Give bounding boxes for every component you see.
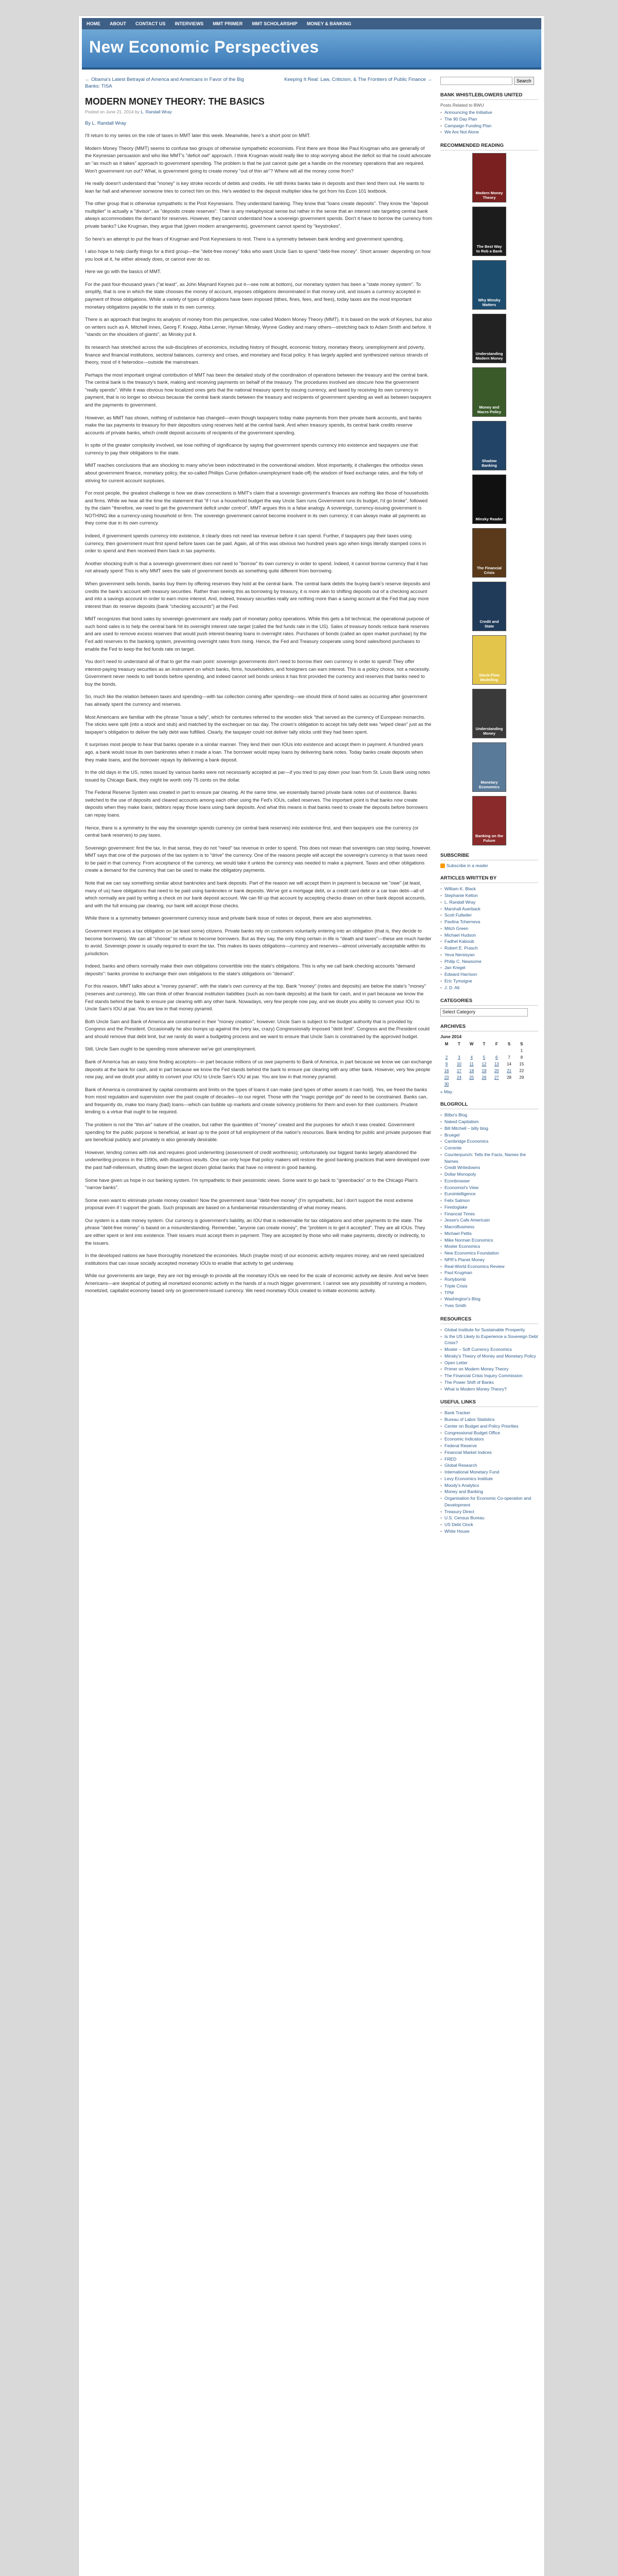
calendar-day: 22	[519, 1069, 524, 1074]
sidebar-link[interactable]: • FRED	[440, 1456, 538, 1463]
nav-item[interactable]: ABOUT	[110, 21, 126, 26]
calendar-day[interactable]: 30	[444, 1082, 449, 1087]
calendar-day[interactable]: 3	[458, 1055, 460, 1060]
sidebar-link[interactable]: • Cambridge Economics	[440, 1138, 538, 1145]
sidebar-link[interactable]: • Mosler – Soft Currency Economics	[440, 1346, 538, 1353]
sidebar-link[interactable]: • Real-World Economics Review	[440, 1263, 538, 1270]
archive-calendar	[440, 1034, 528, 1088]
sidebar-link[interactable]: • Global Research	[440, 1462, 538, 1469]
site-banner[interactable]	[82, 29, 541, 70]
calendar-day[interactable]: 25	[469, 1075, 474, 1080]
sidebar-link[interactable]: • Felix Salmon	[440, 1197, 538, 1204]
sidebar-link[interactable]: • Mosler Economics	[440, 1243, 538, 1250]
post-paragraph: The other group that is otherwise sympathetic is the Post Keynesians. They understand banking. They know that "loans create deposits". They know the "deposit multiplier" is actually a "divisor", as "deposits create reserves". Their is any metaphysical sense but rather in the sense that an interest rate targeting central bank always accommodates the demand for reserves. However, they cannot understand how a sovereign government spends. Don't it have to borrow the currency from private banks? Like Krugman, they argue that (given modern arrangements), government cannot spend by "keystrokes".	[85, 200, 433, 229]
sidebar-link[interactable]: • William K. Black	[440, 886, 538, 892]
calendar-day[interactable]: 11	[469, 1062, 474, 1067]
calendar-day	[503, 1081, 515, 1088]
author-line	[85, 120, 432, 127]
calendar-day[interactable]: 19	[482, 1069, 487, 1074]
calendar-day: 1	[520, 1048, 523, 1054]
post-title: MODERN MONEY THEORY: THE BASICS	[85, 96, 265, 107]
calendar-day	[478, 1081, 490, 1088]
calendar-day[interactable]: 9	[445, 1062, 448, 1067]
post-paragraph: Indeed, banks and others normally make their own obligations convertible into the state's obligations. This is why we call bank checking accounts "demand deposits": banks promise to exchange their own obligations to the state's obligations on "demand".	[85, 963, 415, 976]
post-paragraph: So here's an attempt to put the fears of Krugman and Post Keynesians to rest. There is a symmetry between bank lending and government spending.	[85, 235, 404, 242]
calendar-day	[453, 1047, 465, 1054]
sidebar-link[interactable]: • New Economics Foundation	[440, 1250, 538, 1257]
post-paragraph: Still, Uncle Sam ought to be spending more whenever we've got unemployment.	[85, 1046, 256, 1052]
post-content	[85, 120, 432, 1295]
sidebar-link[interactable]: • Paul Krugman	[440, 1269, 538, 1276]
sidebar-link[interactable]: • MacroBusiness	[440, 1224, 538, 1230]
sidebar-link[interactable]: • We Are Not Alone	[440, 129, 538, 135]
post-paragraph: When government sells bonds, banks buy them by offering reserves they hold at the central bank. The central bank debits the buying bank's reserve deposits and credits the bank's account with treasury securities. Rather than seeing this as borrowing by treasury, it is more akin to shifting deposits out of a checking account and into a savings account in order to earn more interest. And, indeed, treasury securities really are nothing more than a saving account at the Fed that pay more interest than do reserve deposits (bank "checking accounts") at the Fed.	[85, 580, 431, 609]
book-cover[interactable]: Minsky Reader	[472, 474, 506, 524]
widget-title: BLOGROLL	[440, 1101, 538, 1109]
category-select[interactable]: Select Category	[440, 1008, 528, 1016]
sidebar-link[interactable]: • Fadhel Kaboub	[440, 938, 538, 945]
calendar-weekday: F	[495, 1042, 498, 1047]
sidebar-link[interactable]: • Bill Mitchell – billy blog	[440, 1125, 538, 1132]
calendar-day	[440, 1047, 453, 1054]
post-paragraph: Government imposes a tax obligation on (at least some) citizens. Private banks rely on customers voluntarily entering into an obligation (that is, they decide to become borrowers). We can all "choose" to refuse to become borrowers. But as they say, the only thing certain in life is "death and taxes"—these are much harder to avoid. Sovereign power is usually required to exert the tax. This makes its taxes obligations—currency and reserves—almost universally acceptable within its jurisdiction.	[85, 927, 432, 956]
post-paragraph: Both Uncle Sam and Bank of America are constrained in their "money creation", however. Uncle Sam is subject to the budget authority that is provided by Congress and the President. Occasionally he also bumps up against the (very lax, crazy) Congressionally imposed "debt limit". Congress and the President could and should remove that debt limit, but we rarely do want a budgeting process and we want to ensure that Uncle Sam is constrained by the approved budget.	[85, 1018, 430, 1039]
calendar-day[interactable]: 12	[482, 1062, 487, 1067]
post-paragraph: So, much like the relation between taxes and spending—with tax collection coming after spending—we should think of bond sales as occurring after government has already spent the currency and reserves.	[85, 693, 427, 707]
calendar-day	[516, 1081, 528, 1088]
sidebar-link[interactable]: • Washington's Blog	[440, 1296, 538, 1302]
calendar-day[interactable]: 2	[445, 1055, 448, 1060]
book-cover[interactable]: Shadow Banking	[472, 421, 506, 470]
post-paragraph: Hence, there is a symmetry to the way the sovereign spends currency (or central bank reserves) into existence first, and then taxpayers use the currency (or central bank reserves) to pay taxes.	[85, 824, 419, 838]
subscribe-widget	[440, 853, 538, 868]
sidebar-link[interactable]: • Primer on Modern Money Theory	[440, 1366, 538, 1372]
subscribe-link[interactable]	[440, 863, 538, 868]
sidebar-link[interactable]: • U.S. Census Bureau	[440, 1515, 538, 1521]
post-paragraph: For most people, the greatest challenge is how we draw connections is MMT's claim that a sovereign government's finances are nothing like those of households and firms. While we hear all the time the statement that "if I run a household budget the way Uncle Sam runs Government runs its budget, I'd go broke", followed by the claim "therefore, we need to get the government deficit under control", MMT argues this is a false analogy. A sovereign, currency-issuing government is NOTHING like a currency-using household or firm. The sovereign government cannot become insolvent in its own currency; it can always make all payments as they come due in its own currency.	[85, 490, 428, 526]
calendar-weekday: S	[507, 1042, 511, 1047]
post-paragraph: Our system is a state money system. Our currency is government's liability, an IOU that is redeemable for tax obligations and other payments to the state. The phrase "debt-free money" is based on a misunderstanding. Remember, "anyone can create money", the "problem is to get it accepted". They are all IOUs. They are either spent or lent into existence. Their issuers must accept them in payment. They are accepted by those who will make payments, directly or indirectly, to the issuers.	[85, 1217, 425, 1246]
post-paragraph: You don't need to understand all of that to get the main point: sovereign governments don't need to borrow their own currency in order to spend! They offer interest-paying treasury securities as an instrument on which banks, firms, householders, and foreigners can earn interest. This is a policy choice, not a necessity. Government never needs to sell bonds before spending, and indeed cannot sell bonds unless it has first provided the currency and reserves that banks need to buy the bonds.	[85, 658, 430, 687]
widget-title: RESOURCES	[440, 1316, 538, 1324]
calendar-weekday: S	[520, 1042, 523, 1047]
widget-subtitle: Posts Related to BWU	[440, 103, 484, 108]
post-paragraph: In the developed nations we have thoroughly monetized the economies. Much (maybe most) of our economic activity requires money, and we need specialized institutions that can issue socially accepted monetary IOUs to enable that activity to get underway.	[85, 1252, 424, 1266]
post-paragraph: For the past four-thousand years ("at least", as John Maynard Keynes put it—see note at bottom), our monetary system has been a "state money system". To simplify, that is one in which the state chooses the money of account, imposes obligations denominated in that money unit, and issues a currency accepted in payment of those obligations. While a variety of types of obligations have been imposed (tithes, fines, fees, and fees), today taxes are the most important monetary obligations payable to the state in its own currency.	[85, 281, 421, 310]
site-title[interactable]: New Economic Perspectives	[89, 38, 319, 56]
calendar-prev-link[interactable]: « May	[440, 1089, 453, 1095]
sidebar-link[interactable]: • Bruegel	[440, 1132, 538, 1139]
book-cover[interactable]: Monetary Economics	[472, 742, 506, 792]
post-paragraph: Another shocking truth is that a sovereign government does not need to "borrow" its own currency in order to spend. Indeed, it cannot borrow currency that it has not already spent! This is why MMT sees the sale of government bonds as something quite different from borrowing.	[85, 560, 428, 574]
post-paragraph: It surprises most people to hear that banks operate in a similar manner. They lend their own IOUs into existence and accept them in payment. A hundred years ago, a bank would issue its own banknotes when it made a loan. The borrower would repay loans by delivering bank notes. Today banks create deposits when they make loans, and the borrower repays by delivering a bank deposit.	[85, 741, 423, 762]
search-input[interactable]	[440, 77, 512, 85]
sidebar-link[interactable]: • Global Institute for Sustainable Prosperity	[440, 1327, 538, 1333]
sidebar-link[interactable]: • Mitch Green	[440, 925, 538, 932]
rss-icon	[440, 863, 445, 868]
sidebar-link[interactable]: • Dollar Monopoly	[440, 1171, 538, 1178]
sidebar-link[interactable]: • Firedoglake	[440, 1204, 538, 1211]
sidebar-link[interactable]: • Counterpunch: Tells the Facts, Names the Names	[440, 1151, 538, 1165]
calendar-day[interactable]: 23	[444, 1075, 449, 1080]
calendar-day: 28	[507, 1075, 511, 1080]
sidebar-link[interactable]: • Corrente	[440, 1145, 538, 1151]
post-paragraph: Sovereign government: first the tax. In that sense, they do not "need" tax revenue in order to spend. This does not mean that sovereigns can stop taxing, however. MMT says that one of the purposes of the tax system is to "drive" the currency. One of the reasons people will accept the sovereign's currency is that taxes need to be paid in that currency. From acceptance of the currency, we would take it unless the currency was needed to make a payment. Taxes and other obligations create a demand for the currency that can be used to make the obligatory payments.	[85, 844, 432, 873]
sidebar	[440, 77, 538, 1542]
calendar-day	[466, 1047, 478, 1054]
top-nav	[82, 18, 541, 29]
post-paragraph: However, lending comes with risk and requires good underwriting (assessment of credit worthiness); unfortunately our biggest banks largely abandoned the underwriting process in the 1990s, with disastrous results. One can only hope that policy makers will restore the good banking practices that were developed over the past half-millennium, shutting down the largest dozen global banks that have no interest in good banking.	[85, 1149, 430, 1170]
widget-title: ARTICLES WRITTEN BY	[440, 875, 538, 883]
widget-title: USEFUL LINKS	[440, 1399, 538, 1407]
archives-widget	[440, 1024, 538, 1094]
calendar-day[interactable]: 26	[482, 1075, 487, 1080]
calendar-weekday: T	[483, 1042, 486, 1047]
post-paragraph: The problem is not the "thin air" nature of the creation, but rather the quantities of "money" created and the purposes for which it was created. Government spending for the public purpose is beneficial, at least up to the point of full employment of the nation's resources. Bank lending for public and private purposes that are beneficial publicly and privately is also generally desirable.	[85, 1122, 431, 1143]
sidebar-link[interactable]: • Eurointelligence	[440, 1191, 538, 1197]
byline-prefix: Posted on June 21, 2014 by	[85, 109, 140, 114]
search-button[interactable]: Search	[514, 77, 534, 85]
sidebar-link[interactable]: • Philip C. Newsome	[440, 958, 538, 965]
sidebar-link[interactable]: • Yeva Nersisyan	[440, 952, 538, 958]
sidebar-link[interactable]: • Open Letter	[440, 1360, 538, 1366]
calendar-day	[453, 1081, 465, 1088]
subscribe-label: Subscribe in a reader	[447, 863, 488, 868]
post-paragraph: Some have given us hope in our banking system. I'm sympathetic to their pessimistic views. Some want to go back to "greenbacks" or to the Chicago Plan's "narrow banks".	[85, 1177, 418, 1191]
post-paragraph: MMT recognizes that bond sales by sovereign government are really part of monetary policy operations. While this gets a bit technical, the operational purpose of such bond sales is to help the central bank hit its overnight interest rate target (called the fed funds rate in the US). Sales of treasury bonds reduce bank reserves and are used to remove excess reserves that would push interest-bearing loans in overnight rates. Purchases of bonds (called an open market purchase) by the Fed add reserves to the banking system, preventing overnight rates from rising. Hence, the Fed and Treasury cooperate using bond sales/bond purchases to enable the Fed to keep the fed funds rate on target.	[85, 616, 430, 652]
post-paragraph: I'll return to my series on the role of taxes in MMT later this week. Meanwhile, here's a short post on MMT.	[85, 132, 311, 139]
widget-title: RECOMMENDED READING	[440, 143, 538, 150]
sidebar-link[interactable]: • Money and Banking	[440, 1488, 538, 1495]
sidebar-link[interactable]: • TPM	[440, 1290, 538, 1296]
post-paragraph: While our governments are large, they are not big enough to provide all the monetary IOUs we need for the scale of economic activity we desire. And we've been Americans—are skeptical of putting all monetized economic activity in the hands of a much bigger government. I cannot see any possibility of running a modern, monetized, capitalist economy based only on government-issued currency. We need monetary IOUs created to initiate economic activity.	[85, 1273, 428, 1294]
calendar-day[interactable]: 21	[507, 1069, 511, 1074]
sidebar-link[interactable]: • Minsky's Theory of Money and Monetary Policy	[440, 1353, 538, 1360]
post-paragraph: Its research has stretched across the sub-disciplines of economics, including history of thought, economic history, monetary theory, unemployment and poverty, finance and financial institutions, sectoral balances, currency and crises, and monetary and fiscal policy. It has largely applied and synthesized various strands of theory, most of it heterodox—outside the mainstream.	[85, 344, 428, 365]
post-paragraph: While there is a symmetry between government currency issue and private bank issue of notes or deposit, there are also asymmetries.	[85, 915, 373, 921]
recommended-reading-widget	[440, 143, 538, 845]
post-paragraph: However, as MMT has shown, nothing of substance has changed—even though taxpayers today make payments from their private bank accounts, and banks make the tax payments to treasury for their depositors using reserves held at the central bank. And when treasury spends, its central bank credits reserve accounts of private banks, which credit deposit accounts of recipients of the government spending.	[85, 414, 422, 435]
nav-item[interactable]: MMT PRIMER	[213, 21, 243, 26]
post-paragraph: Modern Money Theory (MMT) seems to confuse two groups of otherwise sympathetic economists. First there are those like Paul Krugman who are generally of the Keynesian persuasion and who like MMT's "deficit owl" approach. I think Krugman would really like to stop worrying about the deficit so that he could advocate an "as much as it takes" approach to government spending. The problem is that he just cannot quite get a handle on the monetary operations that are required. Won't government run out? What, is government going to create money "out of thin air"? Where will all the money come from?	[85, 145, 431, 174]
calendar-day[interactable]: 10	[456, 1062, 461, 1067]
sidebar-link[interactable]: • The Financial Crisis Inquiry Commission	[440, 1372, 538, 1379]
calendar-day[interactable]: 4	[470, 1055, 473, 1060]
calendar-day[interactable]: 16	[444, 1069, 449, 1074]
post-paragraph: Most Americans are familiar with the phrase "issue a tally", which for centuries referred to the wooden stick "that served as the currency of European monarchs. The sticks were split (into a stock and stub) and matched by the exchequer on tax day. The crown's obligation to accept his tally debt was "wiped clean" just as the taxpayer's obligation to deliver the tally debt was fulfilled. Clearly, the taxpayer could not deliver tally sticks until they had been spent.	[85, 714, 432, 735]
resources-widget	[440, 1316, 538, 1393]
widget-title: CATEGORIES	[440, 998, 538, 1006]
sidebar-link[interactable]: • Naked Capitalism	[440, 1118, 538, 1125]
sidebar-link[interactable]: • Pavlina Tcherneva	[440, 919, 538, 925]
sidebar-link[interactable]: • Organisation for Economic Co-operation and Development	[440, 1495, 538, 1509]
post-paragraph: Note that we can say something similar about banknotes and bank deposits. Part of the reason we will accept them in payment is because we "owe" (at least, many of us) have obligations that need to be paid using banknotes or bank deposits. We've got a mortgage debt, or a credit card debt or a car loan debt—all of which normally are paid by writing a check on our bank deposit account. We can fill up that account by accepting checks drawn on other bank deposit accounts, and with the full ensuing par clearing, our bank will accept those checks.	[85, 880, 426, 908]
previous-post-link[interactable]: ← Obama's Latest Betrayal of America and Americans in Favor of the Big Banks: TISA	[85, 77, 244, 89]
blogroll-widget	[440, 1101, 538, 1309]
widget-title: BANK WHISTLEBLOWERS UNITED	[440, 92, 538, 100]
book-cover[interactable]: Money and Macro Policy	[472, 367, 506, 417]
main-content	[85, 77, 440, 1542]
sidebar-link[interactable]: • Bureau of Labor Statistics	[440, 1416, 538, 1423]
nav-item[interactable]: HOME	[87, 21, 100, 26]
post-paragraph: Bank of America has an easy time finding acceptors—in part because millions of us owe payments to Bank of America, in part because we know we can exchange deposits at the bank for cash, and in part because we know the Fed stands behind the bank to ensure par clearing with any other bank. However, very few people now pay, and we doubt your ability to convert your IOU to Uncle Sam's IOU at par. You are low in that money pyramid.	[85, 1059, 432, 1080]
sidebar-link[interactable]: • Jesse's Cafe Americain	[440, 1217, 538, 1224]
author-line-link[interactable]: By L. Randall Wray	[85, 120, 127, 126]
post-paragraph: Indeed, if government spends currency into existence, it clearly does not need tax revenue before it can spend. Further, if taxpayers pay their taxes using currency, then government must first spend before taxes can be paid. Again, all of this was obvious two hundred years ago when kings literally stamped coins in order to spend and then received them back in tax payments.	[85, 533, 426, 554]
calendar-day[interactable]: 13	[494, 1062, 499, 1067]
calendar-day: 15	[519, 1062, 524, 1067]
calendar-day: 8	[520, 1055, 523, 1060]
sidebar-link[interactable]: • NPR's Planet Money	[440, 1257, 538, 1263]
book-cover[interactable]: Stock-Flow Modelling	[472, 635, 506, 685]
sidebar-link[interactable]: • The Power Shift of Banks	[440, 1379, 538, 1386]
post-paragraph: He really doesn't understand that "money" is key stroke records of debits and credits. He still thinks banks take in deposits and then lend them out. He wants to lean far hall and whenever someone tries to correct him on this. He's wedded to the deposit multiplier idea he got from his Econ 101 textbook.	[85, 180, 424, 194]
book-cover[interactable]: Understanding Money	[472, 689, 506, 738]
calendar-day[interactable]: 18	[469, 1069, 474, 1074]
post-paragraph: I also hope to help clarify things for a third group—the "debt-free money" folks who want Uncle Sam to spend "debt-free money". Short answer: depending on how you look at it, he either already does, or cannot ever do so.	[85, 248, 431, 262]
post-paragraph: In the old days in the US, notes issued by various banks were not necessarily accepted at par—if you tried to pay down your loan from St. Louis Bank using notes issued by Chicago Bank, they might be worth only 75 cents on the dollar.	[85, 769, 431, 783]
calendar-day	[466, 1081, 478, 1088]
sidebar-link[interactable]: • Financial Times	[440, 1211, 538, 1217]
book-cover[interactable]: Why Minsky Matters	[472, 260, 506, 310]
sidebar-link[interactable]: • L. Randall Wray	[440, 899, 538, 906]
post-paragraph: In spite of the greater complexity involved, we lose nothing of significance by saying that government spends currency into existence and taxpayers use that currency to pay their obligations to the state.	[85, 442, 418, 455]
sidebar-link[interactable]: • Scott Fullwiler	[440, 912, 538, 919]
post-byline	[85, 109, 432, 114]
post-navigation	[85, 77, 432, 90]
post-paragraph: For this reason, MMT talks about a "money pyramid", with the state's own currency at the top. Bank "money" (notes and deposits) are below the state's "money" (reserves and currency). We can think of other financial institution liabilities (such as non-bank deposits) at the bank for cash, and in part because we know the Fed stands behind the bank to ensure par clearing with any other bank. Nowadays, very few people now pay, and we doubt you ability to convert your IOU to Uncle Sam's IOU at par. You are low in that money pyramid.	[85, 983, 426, 1012]
nav-item[interactable]: CONTACT US	[135, 21, 166, 26]
useful-links-widget	[440, 1399, 538, 1534]
book-cover[interactable]: Understanding Modern Money	[472, 314, 506, 363]
book-cover[interactable]: Modern Money Theory	[472, 153, 506, 202]
whistleblowers-widget	[440, 92, 538, 135]
post-paragraph: Perhaps the most important original contribution of MMT has been the detailed study of the coordination of operations between the treasury and the central bank. The central bank is the treasury's bank, making and receiving payments on behalf of the treasury. The procedures involved are obscure how the government "really spends". While it was obvious how localized ones gets that the national treasury spent by issuing currency, and taxed by receiving its own currency in payment, that is no longer so obvious because the central bank stands between the treasury and recipients of government spending as well as between taxpayers and the payments to government.	[85, 371, 432, 408]
sidebar-link[interactable]: • US Debt Clock	[440, 1521, 538, 1528]
sidebar-link[interactable]: • Levy Economics Institute	[440, 1476, 538, 1482]
sidebar-link[interactable]: • Robert E. Prasch	[440, 945, 538, 952]
calendar-day: 7	[508, 1055, 510, 1060]
sidebar-link[interactable]: • Economic Indicators	[440, 1436, 538, 1443]
sidebar-link[interactable]: • Stephanie Kelton	[440, 892, 538, 899]
sidebar-link[interactable]: • Triple Crisis	[440, 1283, 538, 1290]
calendar-day[interactable]: 27	[494, 1075, 499, 1080]
sidebar-link[interactable]: • Edward Harrison	[440, 971, 538, 978]
sidebar-link[interactable]: • Marshall Auerback	[440, 906, 538, 912]
sidebar-link[interactable]: • Michael Pettis	[440, 1230, 538, 1237]
post-paragraph: There is an approach that begins its analysis of money from this perspective, now called Modern Money Theory (MMT). It is based on the work of Keynes, but also on writers such as A. Mitchell Innes, Georg F. Knapp, Abba Lerner, Hyman Minsky, Wynne Godley and many others—stretching back to Adam Smith and before. It "stands on the shoulders of giants", as Minsky put it.	[85, 316, 432, 337]
post-paragraph: The Federal Reserve System was created in part to ensure par clearing. At the same time, we essentially barred private bank notes out of existence. Banks switched to the use of deposits and cleared accounts among each other using the Fed's IOUs, called reserves. The important point is that banks now create deposits when they make loans; debtors repay those loans using bank deposits. And what this means is that banks need to create the deposits before borrowers can repay loans.	[85, 789, 428, 818]
sidebar-link[interactable]: • International Monetary Fund	[440, 1469, 538, 1476]
calendar-day	[490, 1047, 503, 1054]
search-box	[440, 77, 538, 85]
calendar-weekday: W	[469, 1042, 474, 1047]
calendar-day[interactable]: 24	[456, 1075, 461, 1080]
book-cover[interactable]: Banking on the Future	[472, 796, 506, 845]
next-post-link[interactable]: Keeping It Real: Law, Criticism, & The Frontiers of Public Finance →	[284, 77, 432, 82]
sidebar-link[interactable]: • Economist's View	[440, 1184, 538, 1191]
sidebar-link[interactable]: • What is Modern Money Theory?	[440, 1386, 538, 1393]
sidebar-link[interactable]: • Rortybomb	[440, 1276, 538, 1283]
post-paragraph: Here we go with the basics of MMT.	[85, 268, 161, 275]
sidebar-link[interactable]: • Moody's Analytics	[440, 1482, 538, 1489]
sidebar-link[interactable]: • Bilbo's Blog	[440, 1112, 538, 1118]
calendar-day: 14	[507, 1062, 511, 1067]
sidebar-link[interactable]: • Michael Hudson	[440, 932, 538, 939]
calendar-day[interactable]: 5	[483, 1055, 486, 1060]
sidebar-link[interactable]: • Yves Smith	[440, 1302, 538, 1309]
book-cover[interactable]: The Financial Crisis	[472, 528, 506, 578]
sidebar-link[interactable]: • Treasury Direct	[440, 1509, 538, 1515]
calendar-weekday: M	[444, 1042, 449, 1047]
calendar-day: 29	[519, 1075, 524, 1080]
calendar-month: June 2014	[440, 1034, 462, 1040]
post-paragraph: MMT reaches conclusions that are shocking to many who've been indoctrinated in the conventional wisdom. Most importantly, it challenges the orthodox views about government finance, monetary policy, the so-called Phillips Curve (inflation-unemployment trade-off) the wisdom of fixed exchange rates, and the folly of striving for current account surpluses.	[85, 462, 423, 483]
sidebar-link[interactable]: • Federal Reserve	[440, 1443, 538, 1449]
sidebar-link[interactable]: • The 90 Day Plan	[440, 116, 538, 123]
sidebar-link[interactable]: • Financial Market Indices	[440, 1449, 538, 1456]
categories-widget	[440, 998, 538, 1016]
sidebar-link[interactable]: • White House	[440, 1528, 538, 1535]
calendar-day	[490, 1081, 503, 1088]
calendar-day[interactable]: 20	[494, 1069, 499, 1074]
calendar-weekday: T	[457, 1042, 460, 1047]
nav-item[interactable]: MMT SCHOLARSHIP	[252, 21, 298, 26]
sidebar-link[interactable]: • Credit Writedowns	[440, 1164, 538, 1171]
sidebar-link[interactable]: • Econbrowser	[440, 1178, 538, 1184]
authors-widget	[440, 875, 538, 991]
sidebar-link[interactable]: • Is the US Likely to Experience a Sovereign Debt Crisis?	[440, 1333, 538, 1347]
calendar-day[interactable]: 17	[456, 1069, 461, 1074]
sidebar-link[interactable]: • Congressional Budget Office	[440, 1430, 538, 1436]
sidebar-link[interactable]: • J. D. Alt	[440, 985, 538, 991]
book-cover[interactable]: Credit and State	[472, 582, 506, 631]
post-paragraph: Some even want to eliminate private money creation! Now the government issue "debt-free money" (I'm sympathetic, but I don't support the most extreme proposal even if I support the goals. Such proposals are based on a fundamental misunderstanding of what money means.	[85, 1197, 414, 1211]
post-paragraph: Bank of America is constrained by capital constraints and limits on the types of loans it can make (and types of other assets it can hold). Yes, we freed the banks from most regulation and supervision over the past couple of decades—to our regret. Those with the "magic porridge pot" do need to be constrained. Banks can, and frequently do, make too many (bad) loans—which can bubble up markets and create solvency problems for them and even for their customers. Prudent lending is a virtue that ought to be required.	[85, 1086, 428, 1115]
calendar-day	[503, 1047, 515, 1054]
nav-item[interactable]: MONEY & BANKING	[306, 21, 352, 26]
sidebar-link[interactable]: • Mike Norman Economics	[440, 1237, 538, 1244]
book-cover[interactable]: The Best Way to Rob a Bank	[472, 207, 506, 256]
calendar-day[interactable]: 6	[495, 1055, 498, 1060]
page-container	[78, 15, 545, 2576]
sidebar-link[interactable]: • Jan Kregel	[440, 964, 538, 971]
sidebar-link[interactable]: • Campaign Funding Plan	[440, 123, 538, 129]
nav-item[interactable]: INTERVIEWS	[175, 21, 204, 26]
sidebar-link[interactable]: • Announcing the Initiative	[440, 109, 538, 116]
sidebar-link[interactable]: • Center on Budget and Policy Priorities	[440, 1423, 538, 1430]
widget-title: SUBSCRIBE	[440, 853, 538, 860]
author-link[interactable]: L. Randall Wray	[141, 109, 172, 114]
sidebar-link[interactable]: • Bank Tracker	[440, 1410, 538, 1416]
calendar-day	[478, 1047, 490, 1054]
sidebar-link[interactable]: • Eric Tymoigne	[440, 978, 538, 985]
widget-title: ARCHIVES	[440, 1024, 538, 1031]
